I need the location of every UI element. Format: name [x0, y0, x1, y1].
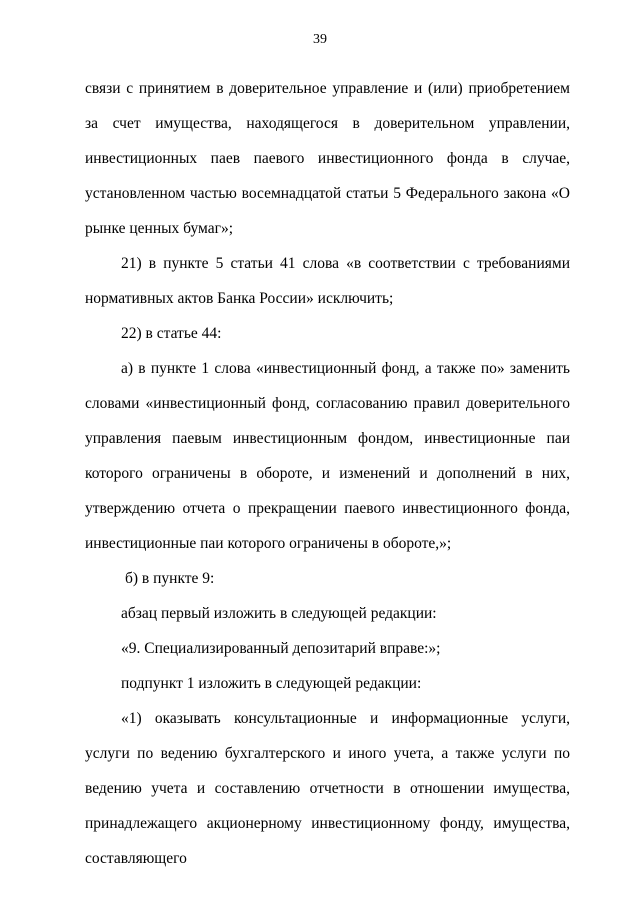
paragraph-quote-9: «9. Специализированный депозитарий вправе:»;: [121, 640, 441, 657]
paragraph-quote-1: «1) оказывать консультационные и информационные услуги, услуги по ведению бухгалтерского и иного учета, а также услуги по ведению учета и составлению отчетности в отношении имущества, принадлежащего акционерному инвестиционному фонду, имущества, составляющего: [85, 710, 570, 867]
paragraph-subitem-b: б) в пункте 9:: [125, 570, 215, 587]
paragraph-item-21: 21) в пункте 5 статьи 41 слова «в соответствии с требованиями нормативных актов Банка России» исключить;: [85, 255, 570, 307]
paragraph-instruction-2: подпункт 1 изложить в следующей редакции:: [121, 675, 422, 692]
paragraph-continuation: связи с принятием в доверительное управление и (или) приобретением за счет имущества, находящегося в доверительном управлении, инвестиционных паев паевого инвестиционного фонда в случае, установленном частью восемнадцатой статьи 5 Федерального закона «О рынке ценных бумаг»;: [85, 80, 570, 237]
page-number: 39: [313, 32, 327, 47]
document-body: [85, 71, 570, 876]
paragraph-subitem-a: а) в пункте 1 слова «инвестиционный фонд, а также по» заменить словами «инвестиционный фонд, согласованию правил доверительного управления паевым инвестиционным фондом, инвестиционные паи которого ограничены в обороте, и изменений и дополнений в них, утверждению отчета о прекращении паевого инвестиционного фонда, инвестиционные паи которого ограничены в обороте,»;: [85, 360, 570, 552]
paragraph-instruction-1: абзац первый изложить в следующей редакции:: [121, 605, 437, 622]
paragraph-item-22: 22) в статье 44:: [121, 325, 222, 342]
